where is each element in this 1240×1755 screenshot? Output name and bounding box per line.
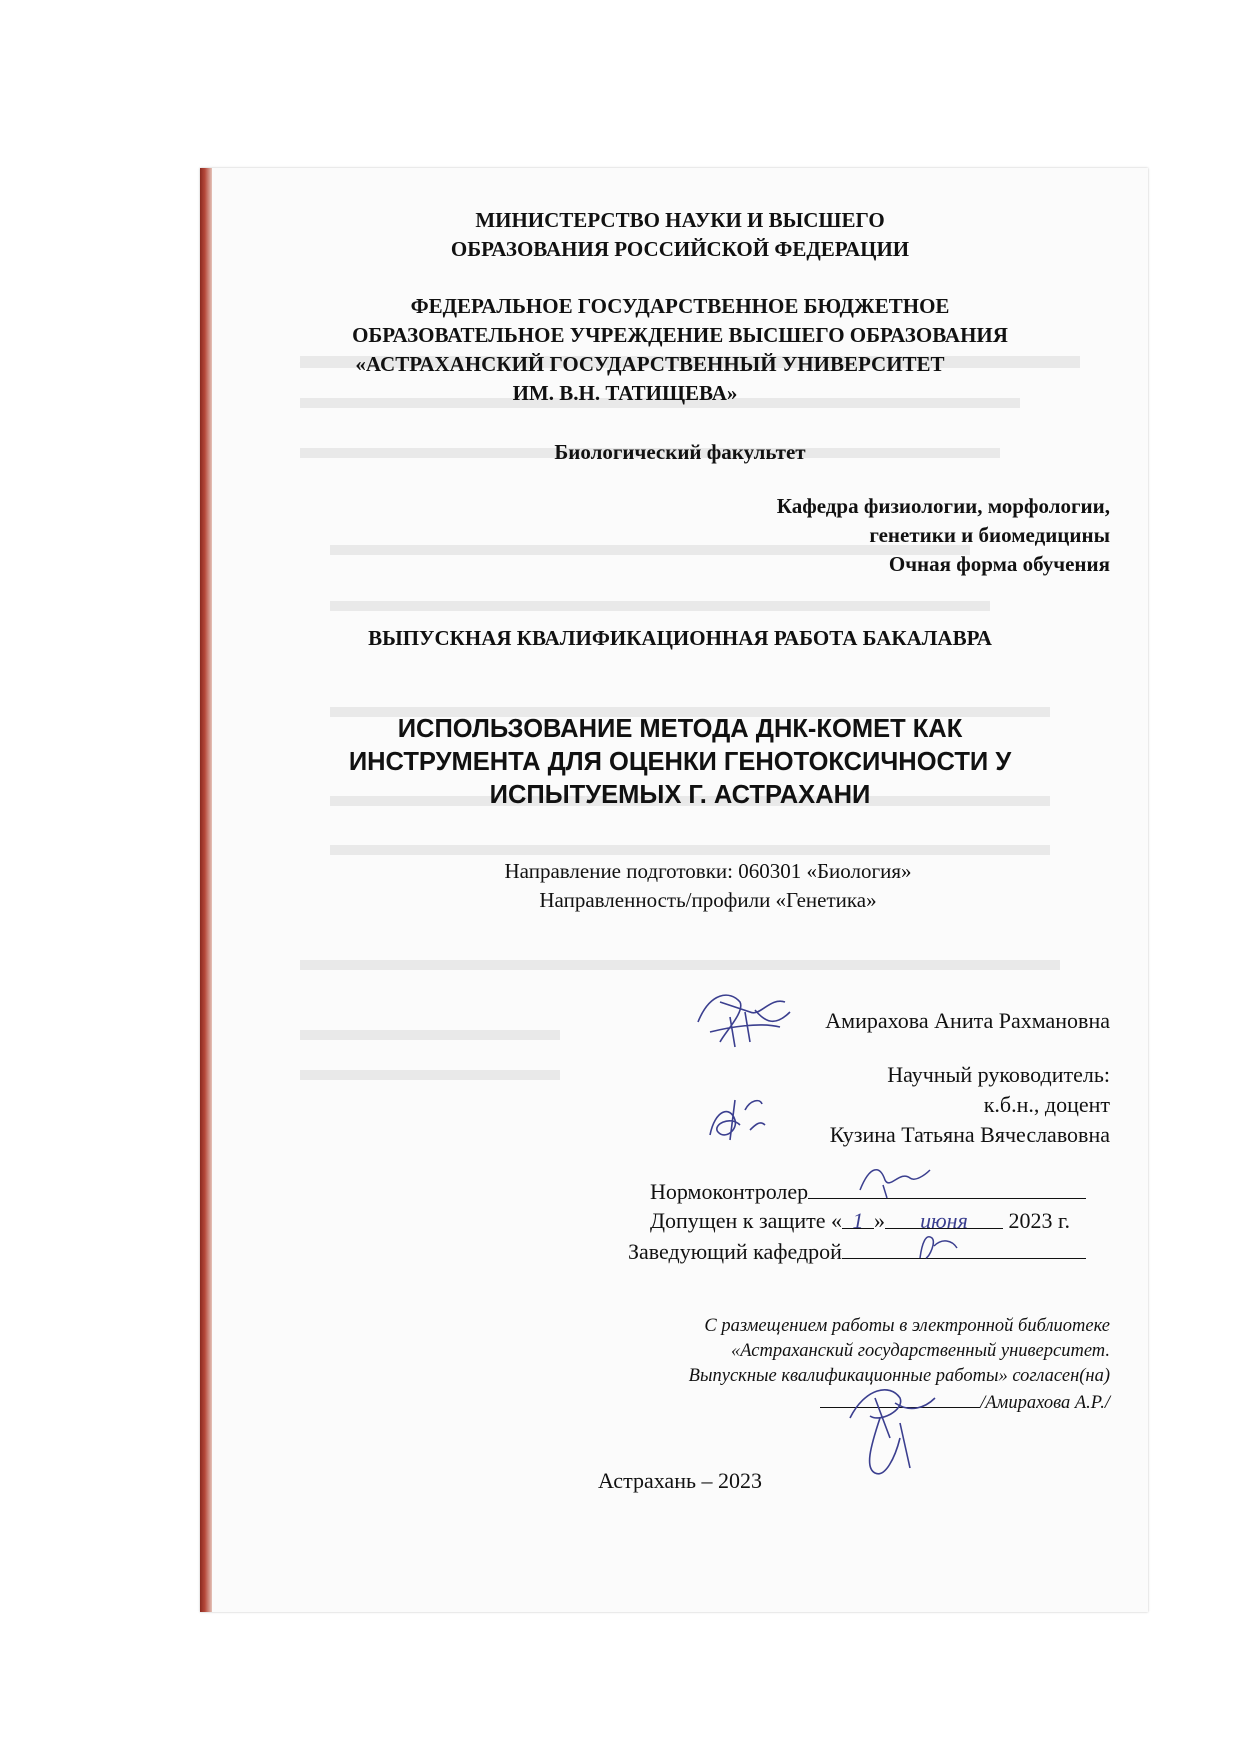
- work-type: ВЫПУСКНАЯ КВАЛИФИКАЦИОННАЯ РАБОТА БАКАЛАВРА: [368, 626, 992, 650]
- city-year: Астрахань – 2023: [597, 1468, 763, 1493]
- institution-line-4: ИМ. В.Н. ТАТИЩЕВА»: [512, 381, 738, 405]
- head-signature: [912, 1228, 972, 1262]
- title-line-3: ИСПЫТУЕМЫХ Г. АСТРАХАНИ: [489, 781, 871, 809]
- ministry-header: [212, 206, 1148, 264]
- admitted-day: 1: [842, 1206, 874, 1229]
- consent-line-3: Выпускные квалификационные работы» согласен(на): [688, 1366, 1110, 1386]
- normcontrol-label: Нормоконтролер: [650, 1179, 809, 1204]
- author-signature: [690, 982, 800, 1052]
- direction: Направление подготовки: 060301 «Биология»: [504, 859, 912, 883]
- title-line-1: ИСПОЛЬЗОВАНИЕ МЕТОДА ДНК-КОМЕТ КАК: [397, 715, 963, 743]
- supervisor-block: [830, 1060, 1110, 1150]
- profile: Направленность/профили «Генетика»: [539, 888, 877, 912]
- supervisor-signature: [700, 1090, 780, 1150]
- consent-line-1: С размещением работы в электронной библиотеке: [704, 1316, 1110, 1336]
- faculty: Биологический факультет: [554, 440, 806, 464]
- consent-signature-name: /Амирахова А.Р./: [980, 1393, 1110, 1413]
- consent-line-2: «Астраханский государственный университет.: [731, 1341, 1110, 1361]
- institution-line-2: ОБРАЗОВАТЕЛЬНОЕ УЧРЕЖДЕНИЕ ВЫСШЕГО ОБРАЗОВАНИЯ: [352, 323, 1008, 347]
- admitted-row: [650, 1206, 1070, 1236]
- institution-line-1: ФЕДЕРАЛЬНОЕ ГОСУДАРСТВЕННОЕ БЮДЖЕТНОЕ: [410, 294, 950, 318]
- head-label: Заведующий кафедрой: [628, 1239, 842, 1264]
- admitted-prefix: Допущен к защите «: [650, 1208, 842, 1233]
- head-row: [628, 1236, 1086, 1267]
- department-line-2: генетики и биомедицины: [869, 523, 1110, 547]
- institution-line-3: «АСТРАХАНСКИЙ ГОСУДАРСТВЕННЫЙ УНИВЕРСИТЕТ: [355, 352, 945, 376]
- normcontrol-signature-line: [808, 1176, 1086, 1199]
- thesis-title: [212, 713, 1148, 812]
- ministry-line-1: МИНИСТЕРСТВО НАУКИ И ВЫСШЕГО: [475, 208, 885, 232]
- department-line-1: Кафедра физиологии, морфологии,: [776, 494, 1110, 518]
- institution-header: [212, 292, 1148, 408]
- study-form: Очная форма обучения: [888, 552, 1110, 576]
- supervisor-name: Кузина Татьяна Вячеславовна: [829, 1122, 1110, 1147]
- supervisor-label: Научный руководитель:: [887, 1062, 1110, 1087]
- normcontrol-signature: [855, 1160, 935, 1200]
- admitted-month: июня: [885, 1206, 1003, 1229]
- ministry-line-2: ОБРАЗОВАНИЯ РОССИЙСКОЙ ФЕДЕРАЦИИ: [450, 237, 910, 261]
- department-block: [777, 492, 1110, 579]
- admitted-mid: »: [874, 1208, 885, 1233]
- direction-block: [240, 857, 1176, 915]
- supervisor-degree: к.б.н., доцент: [983, 1092, 1110, 1117]
- author-name: Амирахова Анита Рахмановна: [825, 1008, 1110, 1033]
- title-line-2: ИНСТРУМЕНТА ДЛЯ ОЦЕНКИ ГЕНОТОКСИЧНОСТИ У: [348, 748, 1012, 776]
- admitted-year: 2023 г.: [1008, 1208, 1071, 1233]
